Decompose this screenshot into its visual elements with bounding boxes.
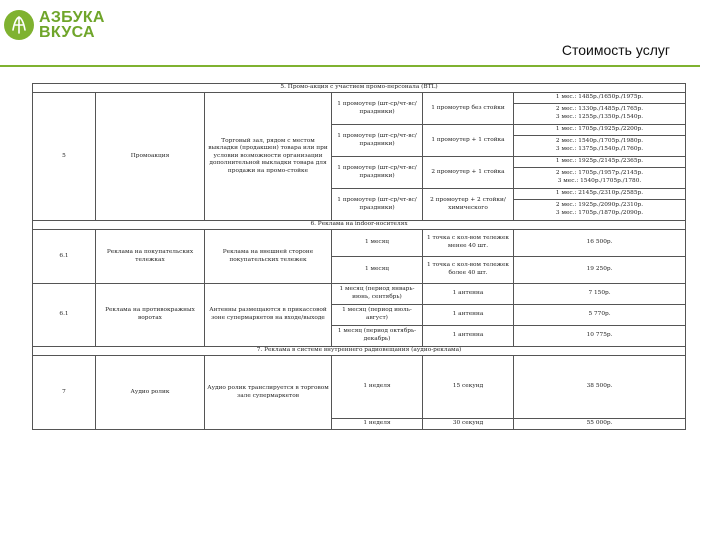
- logo-line-1: АЗБУКА: [39, 9, 105, 26]
- price-cell: 55 000р.: [514, 419, 686, 430]
- unit-cell: 1 месяц: [332, 230, 423, 257]
- unit-cell: 1 месяц (период июль-август): [332, 305, 423, 326]
- price-cell: 1 мес.: 1925р./2145р./2365р.: [514, 157, 686, 168]
- price-cell: 16 500р.: [514, 230, 686, 257]
- price-line: 3 мес.: 1255р./1350р./1540р.: [555, 114, 644, 120]
- price-cell: 1 мес.: 1705р./1925р./2200р.: [514, 125, 686, 136]
- unit-cell: 1 промоутер (шт-ср/чт-вс/праздники): [332, 125, 423, 157]
- unit-cell: 1 месяц (период январь-июнь, сентябрь): [332, 284, 423, 305]
- logo-wordmark: [39, 10, 105, 40]
- config-cell: 1 точка с кол-вом тележек более 40 шт.: [423, 257, 514, 284]
- config-cell: 1 антенна: [423, 326, 514, 347]
- price-line: 3 мес.: 1375р./1540р./1760р.: [555, 146, 644, 152]
- price-cell: 1 мес.: 2145р./2310р./2585р.: [514, 189, 686, 200]
- table-row: [33, 356, 686, 419]
- section-number: 7: [33, 356, 96, 430]
- unit-cell: 1 неделя: [332, 356, 423, 419]
- unit-cell: 1 месяц: [332, 257, 423, 284]
- price-line: 3 мес.: 1705р./1870р./2090р.: [555, 210, 644, 216]
- service-description: Аудио ролик транслируется в торговом зале супермаркетов: [205, 356, 332, 430]
- config-cell: 30 секунд: [423, 419, 514, 430]
- section-number: 5: [33, 93, 96, 221]
- price-line: 3 мес.: 1540р./1705р./1780.: [557, 178, 642, 184]
- price-line: 2 мес.: 1705р./1957р./2145р.: [555, 170, 644, 177]
- brand-logo: [4, 4, 134, 46]
- service-description: Торговый зал, рядом с местом выкладки (продакшен) товара или при условии возможности организации дополнительной выкладки товара для продажи на промо-стойке: [205, 93, 332, 221]
- section-6-header: 6. Реклама на indoor-носителях: [33, 221, 686, 230]
- price-cell: [514, 200, 686, 221]
- config-cell: 1 точка с кол-вом тележек менее 40 шт.: [423, 230, 514, 257]
- section-number: 6.1: [33, 230, 96, 284]
- service-name: Реклама на покупательских тележках: [96, 230, 205, 284]
- section-number: 6.1: [33, 284, 96, 347]
- section-5-header: 5. Промо-акция с участием промо-персонала (BTL): [33, 84, 686, 93]
- unit-cell: 1 промоутер (шт-ср/чт-вс/праздники): [332, 189, 423, 221]
- logo-emblem-icon: [4, 10, 34, 40]
- table-row: [33, 93, 686, 104]
- price-cell: [514, 104, 686, 125]
- price-cell: [514, 168, 686, 189]
- section-7-header: 7. Реклама в системе внутреннего радиовещания (аудио-реклама): [33, 347, 686, 356]
- config-cell: 1 промоутер без стойки: [423, 93, 514, 125]
- service-name: Аудио ролик: [96, 356, 205, 430]
- unit-cell: 1 промоутер (шт-ср/чт-вс/праздники): [332, 93, 423, 125]
- config-cell: 1 промоутер + 1 стойка: [423, 125, 514, 157]
- services-price-table: [32, 83, 686, 430]
- unit-cell: 1 месяц (период октябрь-декабрь): [332, 326, 423, 347]
- section-header-row: [33, 84, 686, 93]
- price-cell: [514, 136, 686, 157]
- section-header-row: [33, 347, 686, 356]
- service-name: Реклама на противокражных воротах: [96, 284, 205, 347]
- config-cell: 1 антенна: [423, 305, 514, 326]
- config-cell: 1 антенна: [423, 284, 514, 305]
- unit-cell: 1 неделя: [332, 419, 423, 430]
- page-title: Стоимость услуг: [561, 42, 670, 58]
- service-description: Антенны размещаются в прикассовой зоне супермаркетов на входе/выходе: [205, 284, 332, 347]
- config-cell: 2 промоутер + 1 стойка: [423, 157, 514, 189]
- config-cell: 15 секунд: [423, 356, 514, 419]
- price-cell: 19 250р.: [514, 257, 686, 284]
- title-divider: [0, 65, 700, 67]
- logo-line-2: ВКУСА: [39, 24, 95, 41]
- price-line: 2 мес.: 1330р./1485р./1765р.: [555, 106, 644, 113]
- price-cell: 10 775р.: [514, 326, 686, 347]
- table-row: [33, 284, 686, 305]
- price-line: 2 мес.: 1925р./2090р./2310р.: [555, 202, 644, 209]
- table-row: [33, 230, 686, 257]
- price-cell: 1 мес.: 1485р./1650р./1975р.: [514, 93, 686, 104]
- unit-cell: 1 промоутер (шт-ср/чт-вс/праздники): [332, 157, 423, 189]
- service-description: Реклама на внешней стороне покупательских тележек: [205, 230, 332, 284]
- section-header-row: [33, 221, 686, 230]
- price-cell: 5 770р.: [514, 305, 686, 326]
- config-cell: 2 промоутер + 2 стойки/ химического: [423, 189, 514, 221]
- price-cell: 38 500р.: [514, 356, 686, 419]
- price-line: 2 мес.: 1540р./1705р./1980р.: [555, 138, 644, 145]
- price-cell: 7 150р.: [514, 284, 686, 305]
- service-name: Промоакция: [96, 93, 205, 221]
